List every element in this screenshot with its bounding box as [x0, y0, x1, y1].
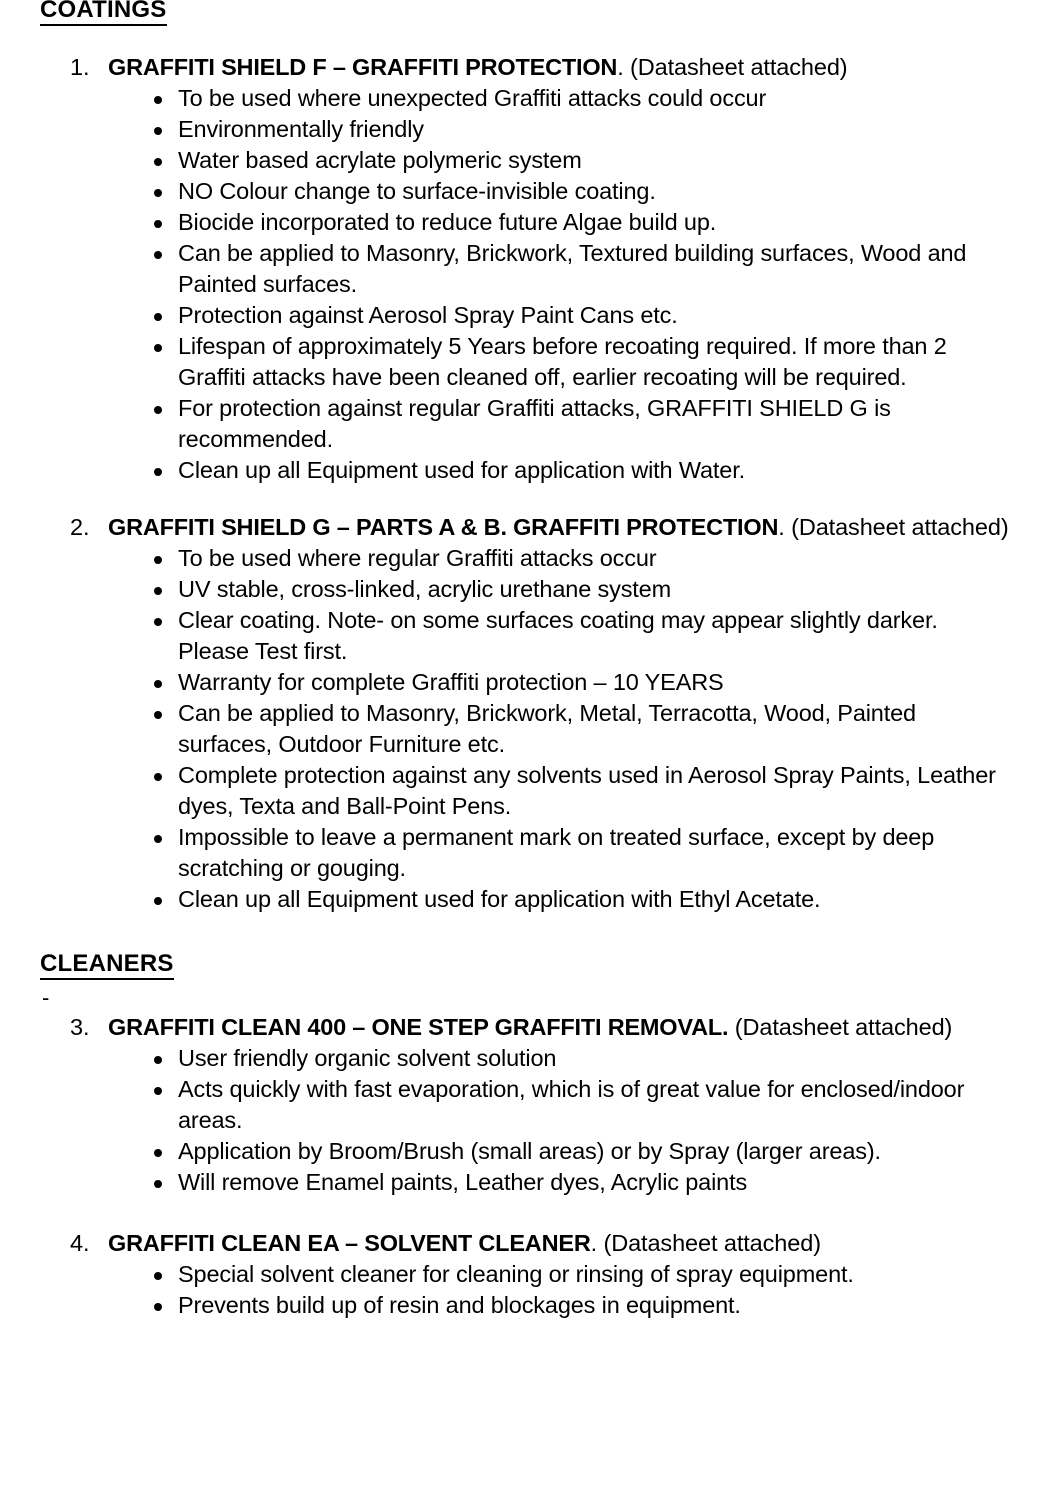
list-item-text: UV stable, cross-linked, acrylic urethane system: [178, 576, 672, 602]
list-item-text: For protection against regular Graffiti attacks, GRAFFITI SHIELD G is recommended.: [178, 395, 891, 452]
bullet-dot-icon: [153, 176, 163, 207]
list-item: [0, 760, 1058, 822]
list-item: [0, 114, 1058, 145]
product-block-4: [0, 1228, 1058, 1321]
list-item-text: Complete protection against any solvents used in Aerosol Spray Paints, Leather dyes, Texta and Ball-Point Pens.: [178, 762, 996, 819]
list-item: [0, 1259, 1058, 1290]
product-note-1: . (Datasheet attached): [617, 54, 848, 80]
bullet-dot-icon: [153, 1136, 163, 1167]
list-item: [0, 207, 1058, 238]
bullet-dot-icon: [153, 207, 163, 238]
list-item-text: Warranty for complete Graffiti protection – 10 YEARS: [178, 669, 724, 695]
list-item-text: NO Colour change to surface-invisible coating.: [178, 178, 656, 204]
bullet-list-3: [0, 1043, 1058, 1198]
product-block-1: [0, 52, 1058, 486]
list-item: [0, 176, 1058, 207]
list-number-3: 3.: [70, 1014, 90, 1040]
bullet-dot-icon: [153, 760, 163, 791]
list-item-text: Application by Broom/Brush (small areas) or by Spray (larger areas).: [178, 1138, 881, 1164]
list-item-text: User friendly organic solvent solution: [178, 1045, 557, 1071]
product-name-1: GRAFFITI SHIELD F – GRAFFITI PROTECTION: [108, 54, 618, 80]
list-item: [0, 543, 1058, 574]
product-note-2: . (Datasheet attached): [778, 514, 1009, 540]
list-item-text: Can be applied to Masonry, Brickwork, Metal, Terracotta, Wood, Painted surfaces, Outdoor Furniture etc.: [178, 700, 916, 757]
list-item: [0, 605, 1058, 667]
list-item-text: To be used where regular Graffiti attacks occur: [178, 545, 657, 571]
list-item: [0, 331, 1058, 393]
list-item: [0, 822, 1058, 884]
list-item-text: Can be applied to Masonry, Brickwork, Textured building surfaces, Wood and Painted surfaces.: [178, 240, 967, 297]
list-item-text: Special solvent cleaner for cleaning or rinsing of spray equipment.: [178, 1261, 854, 1287]
bullet-dot-icon: [153, 667, 163, 698]
list-number-2: 2.: [70, 514, 90, 540]
stray-dash-artifact: -: [42, 985, 50, 1010]
product-heading-1: [0, 52, 1058, 83]
list-item-text: Clear coating. Note- on some surfaces coating may appear slightly darker. Please Test first.: [178, 607, 938, 664]
list-number-1: 1.: [70, 54, 90, 80]
bullet-dot-icon: [153, 698, 163, 729]
list-item-text: Acts quickly with fast evaporation, which is of great value for enclosed/indoor areas.: [178, 1076, 965, 1133]
bullet-dot-icon: [153, 822, 163, 853]
bullet-dot-icon: [153, 1290, 163, 1321]
list-item-text: Environmentally friendly: [178, 116, 424, 142]
bullet-dot-icon: [153, 331, 163, 362]
list-item: [0, 1167, 1058, 1198]
bullet-list-2: [0, 543, 1058, 915]
product-note-4: . (Datasheet attached): [590, 1230, 821, 1256]
bullet-dot-icon: [153, 543, 163, 574]
bullet-dot-icon: [153, 884, 163, 915]
product-name-2: GRAFFITI SHIELD G – PARTS A & B. GRAFFITI PROTECTION: [108, 514, 779, 540]
bullet-dot-icon: [153, 1259, 163, 1290]
list-item: [0, 1043, 1058, 1074]
section-heading-cleaners-text: CLEANERS: [40, 950, 174, 980]
list-item-text: Impossible to leave a permanent mark on treated surface, except by deep scratching or gouging.: [178, 824, 935, 881]
product-name-3: GRAFFITI CLEAN 400 – ONE STEP GRAFFITI REMOVAL.: [108, 1014, 729, 1040]
list-item: [0, 1136, 1058, 1167]
bullet-dot-icon: [153, 238, 163, 269]
bullet-dot-icon: [153, 1167, 163, 1198]
list-item-text: Protection against Aerosol Spray Paint Cans etc.: [178, 302, 678, 328]
bullet-dot-icon: [153, 605, 163, 636]
list-item-text: Water based acrylate polymeric system: [178, 147, 582, 173]
list-item: [0, 455, 1058, 486]
bullet-dot-icon: [153, 393, 163, 424]
list-item: [0, 698, 1058, 760]
list-item: [0, 300, 1058, 331]
list-number-4: 4.: [70, 1230, 90, 1256]
product-block-3: [0, 1012, 1058, 1198]
bullet-dot-icon: [153, 455, 163, 486]
section-heading-cleaners: [40, 950, 174, 978]
bullet-dot-icon: [153, 574, 163, 605]
bullet-dot-icon: [153, 1074, 163, 1105]
list-item: [0, 238, 1058, 300]
list-item: [0, 884, 1058, 915]
list-item-text: Biocide incorporated to reduce future Algae build up.: [178, 209, 717, 235]
bullet-dot-icon: [153, 83, 163, 114]
product-name-4: GRAFFITI CLEAN EA – SOLVENT CLEANER: [108, 1230, 591, 1256]
product-heading-3: [0, 1012, 1058, 1043]
list-item-text: To be used where unexpected Graffiti attacks could occur: [178, 85, 767, 111]
list-item: [0, 83, 1058, 114]
product-heading-4: [0, 1228, 1058, 1259]
bullet-dot-icon: [153, 145, 163, 176]
bullet-list-1: [0, 83, 1058, 486]
list-item: [0, 1290, 1058, 1321]
product-block-2: [0, 512, 1058, 915]
product-heading-2: [0, 512, 1058, 543]
section-heading-coatings-text: COATINGS: [40, 0, 167, 26]
list-item-text: Clean up all Equipment used for application with Water.: [178, 457, 745, 483]
list-item-text: Will remove Enamel paints, Leather dyes, Acrylic paints: [178, 1169, 748, 1195]
list-item: [0, 145, 1058, 176]
list-item: [0, 574, 1058, 605]
list-item: [0, 393, 1058, 455]
section-heading-coatings: [40, 0, 167, 24]
bullet-dot-icon: [153, 1043, 163, 1074]
list-item-text: Lifespan of approximately 5 Years before recoating required. If more than 2 Graffiti attacks have been cleaned off, earlier recoating will be required.: [178, 333, 947, 390]
bullet-dot-icon: [153, 114, 163, 145]
list-item: [0, 1074, 1058, 1136]
list-item-text: Clean up all Equipment used for application with Ethyl Acetate.: [178, 886, 821, 912]
list-item-text: Prevents build up of resin and blockages in equipment.: [178, 1292, 741, 1318]
bullet-list-4: [0, 1259, 1058, 1321]
bullet-dot-icon: [153, 300, 163, 331]
list-item: [0, 667, 1058, 698]
product-note-3: (Datasheet attached): [728, 1014, 953, 1040]
